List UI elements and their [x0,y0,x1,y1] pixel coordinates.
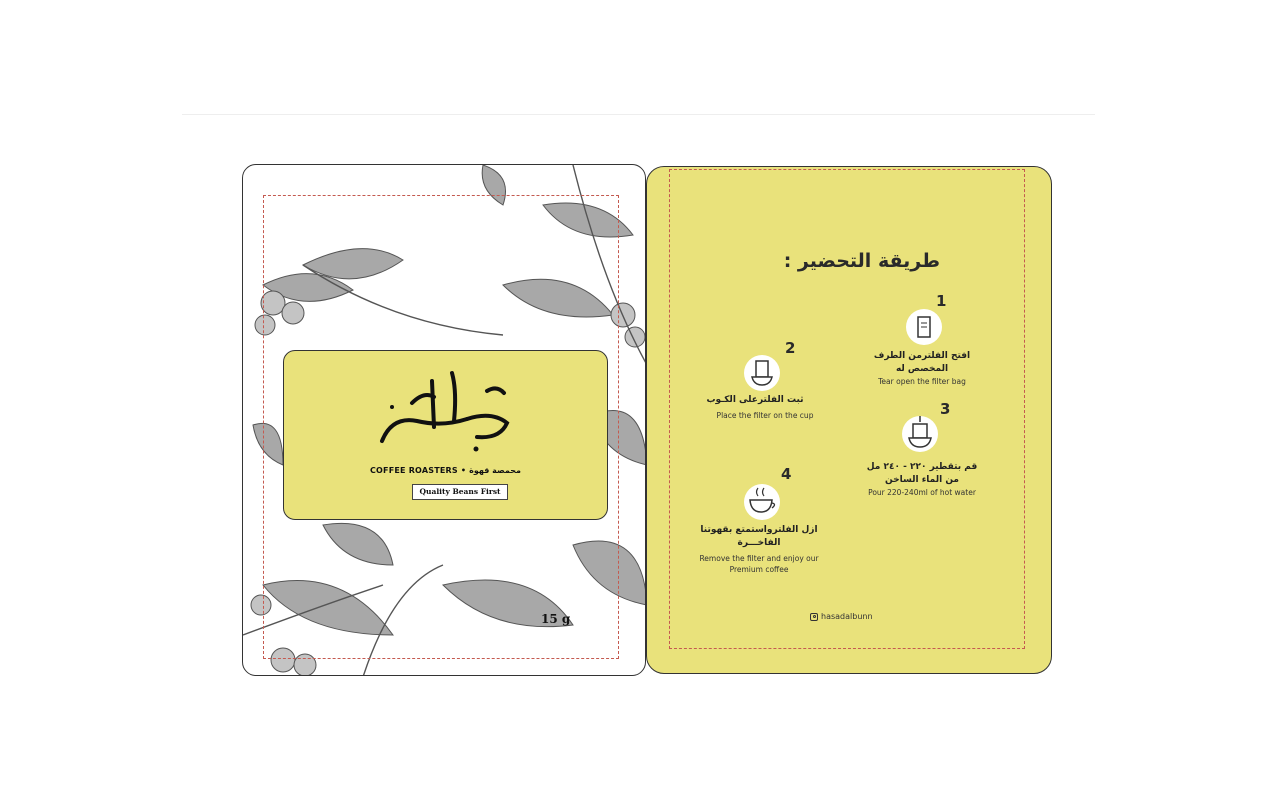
preparation-title: طريقة التحضير : [783,250,940,272]
step-text-english: Place the filter on the cup [716,411,814,420]
instagram-handle [810,612,873,621]
coffee-cup-icon [742,482,782,522]
instagram-icon [810,613,818,621]
pour-water-icon [900,414,940,454]
step-text-english: Tear open the filter bag [878,377,966,386]
top-divider [182,114,1095,115]
cut-line [669,169,1025,649]
filter-on-cup-icon [742,353,782,393]
logo-card [283,350,608,520]
step-text-arabic: ثبت الفلترعلى الكـوب [706,395,804,405]
tagline-label: Quality Beans First [412,484,508,500]
step-number: 1 [936,292,947,310]
step-text-arabic: قم بتقطير ٢٢٠ - ٢٤٠ مل من الماء الساخن [866,462,978,485]
brand-calligraphy-logo [372,361,522,456]
net-weight: 15 g [541,612,571,626]
step-text-arabic: ازل الفلترواستمتع بقهوتنا الفاخـــرة [700,525,818,548]
brand-subtitle: COFFEE ROASTERS • محمصة قهوة [369,466,521,475]
handle-text: hasadalbunn [821,612,873,621]
step-text-english: Pour 220-240ml of hot water [868,488,976,497]
step-number: 2 [785,339,796,357]
step-number: 4 [781,465,792,483]
filter-bag-icon [904,307,944,347]
step-number: 3 [940,400,951,418]
step-text-english: Remove the filter and enjoy our Premium coffee [699,554,819,574]
step-text-arabic: افتح الفلترمن الطرف المخصص له [873,351,971,374]
